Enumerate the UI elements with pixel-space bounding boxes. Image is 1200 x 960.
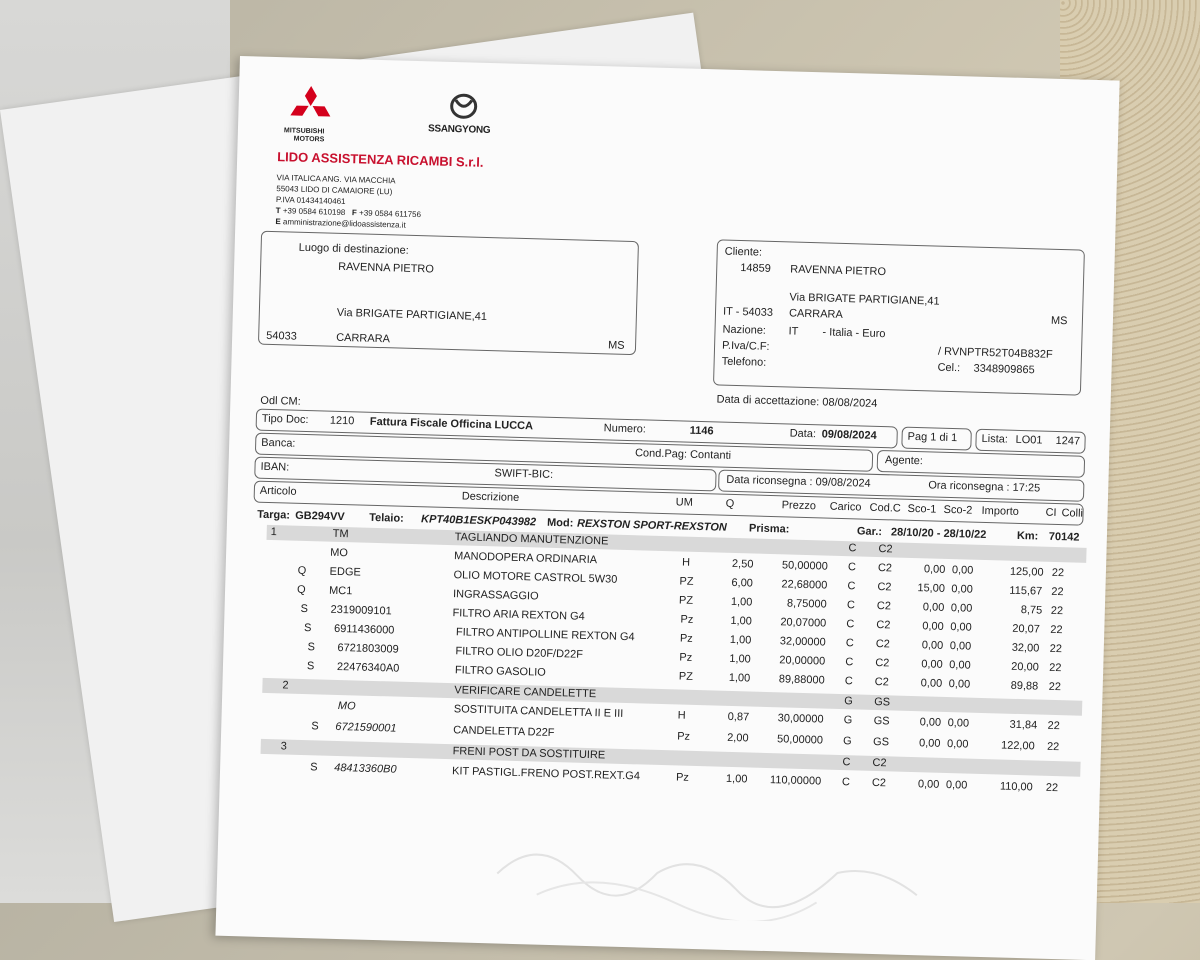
row-codc: C2 xyxy=(877,562,893,575)
row-sco2: 0,00 xyxy=(949,640,972,653)
col-sco1: Sco-1 xyxy=(907,502,937,516)
row-prezzo: 20,00000 xyxy=(779,654,826,668)
row-codc: GS xyxy=(872,735,890,749)
acceptance-date: Data di accettazione: 08/08/2024 xyxy=(716,393,878,410)
targa-value: GB294VV xyxy=(295,509,345,524)
row-carico: G xyxy=(842,735,852,748)
row-sco1: 15,00 xyxy=(917,582,946,595)
row-um: H xyxy=(677,709,686,722)
row-codc: C2 xyxy=(875,637,891,651)
row-type: S xyxy=(306,660,315,673)
swift-label: SWIFT-BIC: xyxy=(494,467,554,481)
row-codc: C2 xyxy=(876,618,891,632)
destination-cap: 54033 xyxy=(266,329,297,343)
row-ci: 22 xyxy=(1047,719,1061,733)
iban-label: IBAN: xyxy=(260,460,290,474)
row-ci: 22 xyxy=(1049,642,1063,656)
row-articolo: 6911436000 xyxy=(333,622,395,637)
row-codc: GS xyxy=(873,714,890,728)
row-sco1: 0,00 xyxy=(918,737,941,750)
phone-label: Telefono: xyxy=(721,355,767,369)
row-sco1: 0,00 xyxy=(921,658,943,671)
company-email: amministrazione@lidoassistenza.it xyxy=(282,217,406,230)
row-sco2: 0,00 xyxy=(949,659,971,672)
row-carico: C xyxy=(845,656,854,669)
client-city: CARRARA xyxy=(788,307,843,321)
section-carico: C xyxy=(842,756,851,769)
row-sco1: 0,00 xyxy=(923,563,946,576)
row-codc: C2 xyxy=(874,675,889,689)
section-num: 2 xyxy=(282,679,289,692)
row-type: S xyxy=(307,641,316,654)
row-importo: 32,00 xyxy=(1011,641,1040,655)
row-importo: 8,75 xyxy=(1020,604,1043,617)
lista-value: LO01 xyxy=(1015,433,1043,447)
row-ci: 22 xyxy=(1045,781,1059,795)
destination-city: CARRARA xyxy=(336,331,391,346)
row-descrizione: FILTRO ANTIPOLLINE REXTON G4 xyxy=(455,626,635,644)
section-code: TM xyxy=(332,527,349,541)
row-prezzo: 50,00000 xyxy=(776,733,824,747)
signature-bleed-icon xyxy=(476,813,999,927)
row-articolo: 2319009101 xyxy=(330,603,392,618)
row-prezzo: 110,00000 xyxy=(769,774,822,788)
col-importo: Importo xyxy=(981,504,1020,518)
row-carico: C xyxy=(846,599,856,612)
row-um: PZ xyxy=(679,575,694,588)
client-cell: 3348909865 xyxy=(973,362,1035,377)
row-q: 2,50 xyxy=(731,557,754,571)
destination-name: RAVENNA PIETRO xyxy=(337,260,435,276)
company-name: LIDO ASSISTENZA RICAMBI S.r.l. xyxy=(276,149,484,170)
banca-label: Banca: xyxy=(261,436,296,450)
col-colli: Colli xyxy=(1061,507,1084,520)
col-prezzo: Prezzo xyxy=(781,499,817,513)
section-carico: G xyxy=(844,695,853,708)
row-ci: 22 xyxy=(1048,680,1062,694)
section-title: TAGLIANDO MANUTENZIONE xyxy=(454,531,609,548)
row-codc: C2 xyxy=(876,599,892,613)
row-q: 1,00 xyxy=(725,772,748,786)
section-title: VERIFICARE CANDELETTE xyxy=(454,684,597,701)
company-piva: P.IVA 01434140461 xyxy=(275,195,346,207)
col-ci: CI xyxy=(1045,506,1057,519)
row-carico: C xyxy=(846,618,855,631)
row-ci: 22 xyxy=(1050,604,1064,618)
row-um: Pz xyxy=(675,771,690,784)
agente-label: Agente: xyxy=(884,454,924,468)
gar-label: Gar.: xyxy=(856,525,883,539)
col-carico: Carico xyxy=(829,500,862,514)
km-value: 70142 xyxy=(1048,530,1080,544)
data-label: Data: xyxy=(789,427,817,441)
row-prezzo: 50,00000 xyxy=(781,559,829,573)
row-descrizione: KIT PASTIGL.FRENO POST.REXT.G4 xyxy=(451,765,641,783)
brand1-label: MITSUBISHI xyxy=(283,127,325,136)
row-descrizione: FILTRO OLIO D20F/D22F xyxy=(455,645,584,661)
row-sco2: 0,00 xyxy=(945,778,968,792)
row-sco1: 0,00 xyxy=(919,716,942,729)
company-fax: +39 0584 611756 xyxy=(358,208,422,220)
telaio-label: Telaio: xyxy=(368,511,404,525)
nation-label: Nazione: xyxy=(722,323,767,337)
row-type: Q xyxy=(296,583,306,597)
row-sco2: 0,00 xyxy=(947,717,970,730)
col-codc: Cod.C xyxy=(869,501,901,515)
row-q: 1,00 xyxy=(730,614,752,628)
section-carico: C xyxy=(848,542,857,555)
odl-label: Odl CM: xyxy=(260,394,301,408)
section-num: 3 xyxy=(280,740,288,753)
row-ci: 22 xyxy=(1051,585,1064,599)
company-tel: +39 0584 610198 xyxy=(282,206,346,217)
row-q: 1,00 xyxy=(729,652,751,666)
data-value: 09/08/2024 xyxy=(821,428,877,442)
section-codc: GS xyxy=(874,695,891,709)
row-articolo: 48413360B0 xyxy=(333,761,397,776)
row-descrizione: OLIO MOTORE CASTROL 5W30 xyxy=(453,569,618,586)
row-sco2: 0,00 xyxy=(950,621,972,634)
row-sco1: 0,00 xyxy=(917,778,940,791)
section-codc: C2 xyxy=(878,543,893,556)
row-q: 2,00 xyxy=(726,731,749,745)
row-codc: C2 xyxy=(877,581,892,594)
client-code: 14859 xyxy=(740,262,772,275)
pag-value: Pag 1 di 1 xyxy=(907,430,958,445)
row-sco2: 0,00 xyxy=(950,602,973,615)
nation-name: - Italia - Euro xyxy=(822,326,886,341)
row-sco2: 0,00 xyxy=(951,583,973,596)
row-importo: 110,00 xyxy=(999,780,1033,794)
destination-label: Luogo di destinazione: xyxy=(298,241,409,257)
nation-code: IT xyxy=(788,325,799,338)
client-prov: MS xyxy=(1050,314,1068,328)
row-um: Pz xyxy=(679,651,693,664)
row-prezzo: 32,00000 xyxy=(779,635,826,649)
row-um: PZ xyxy=(678,670,694,683)
row-articolo: EDGE xyxy=(329,565,361,579)
col-q: Q xyxy=(725,497,735,510)
row-um: Pz xyxy=(679,632,693,645)
row-q: 1,00 xyxy=(729,633,752,647)
row-articolo: 6721590001 xyxy=(335,720,397,735)
email-label: E xyxy=(275,217,281,227)
row-um: H xyxy=(681,556,691,569)
row-descrizione: MANODOPERA ORDINARIA xyxy=(453,550,598,567)
row-q: 1,00 xyxy=(728,671,751,685)
row-descrizione: CANDELETTA D22F xyxy=(453,724,555,740)
row-q: 1,00 xyxy=(730,595,753,609)
row-sco2: 0,00 xyxy=(951,564,974,577)
row-carico: C xyxy=(841,776,851,789)
row-importo: 31,84 xyxy=(1009,718,1038,732)
row-carico: C xyxy=(844,675,853,688)
row-type: S xyxy=(311,720,319,733)
col-articolo: Articolo xyxy=(259,484,297,498)
lista-num: 1247 xyxy=(1055,434,1081,448)
row-um: Pz xyxy=(680,613,694,626)
row-articolo: MO xyxy=(329,546,349,560)
section-num: 1 xyxy=(270,526,278,539)
row-importo: 125,00 xyxy=(1009,565,1044,579)
lista-label: Lista: xyxy=(981,432,1009,446)
client-name: RAVENNA PIETRO xyxy=(790,263,887,279)
destination-prov: MS xyxy=(607,339,625,352)
gar-value: 28/10/20 - 28/10/22 xyxy=(890,526,987,542)
client-cap: IT - 54033 xyxy=(722,305,774,319)
row-articolo: 6721803009 xyxy=(337,641,399,656)
row-ci: 22 xyxy=(1051,566,1065,580)
brand2-label: SSANGYONG xyxy=(427,123,491,137)
row-type: S xyxy=(300,602,309,616)
company-address2: 55043 LIDO DI CAMAIORE (LU) xyxy=(276,184,393,197)
row-type: S xyxy=(303,622,312,635)
row-sco1: 0,00 xyxy=(920,677,943,690)
client-street: Via BRIGATE PARTIGIANE,41 xyxy=(789,291,940,308)
ora-riconsegna: Ora riconsegna : 17:25 xyxy=(928,479,1041,495)
prisma-label: Prisma: xyxy=(748,522,790,536)
row-carico: C xyxy=(847,580,856,593)
row-carico: G xyxy=(843,714,853,727)
mod-label: Mod: xyxy=(546,516,574,530)
invoice-page xyxy=(215,56,1119,960)
row-carico: C xyxy=(845,637,854,650)
row-um: PZ xyxy=(678,594,694,607)
tipo-desc: Fattura Fiscale Officina LUCCA xyxy=(369,415,534,433)
tipo-label: Tipo Doc: xyxy=(261,412,309,427)
mod-value: REXSTON SPORT-REXSTON xyxy=(576,517,727,534)
row-prezzo: 8,75000 xyxy=(786,597,827,611)
section-title: FRENI POST DA SOSTITUIRE xyxy=(452,745,606,762)
brand1-sub-label: MOTORS xyxy=(293,135,325,144)
fax-label: F xyxy=(351,208,357,218)
row-articolo: MO xyxy=(337,699,356,713)
ssangyong-logo-icon xyxy=(438,92,489,123)
row-descrizione: INGRASSAGGIO xyxy=(452,588,539,603)
cell-label: Cel.: xyxy=(937,361,961,375)
row-ci: 22 xyxy=(1046,740,1060,754)
row-importo: 89,88 xyxy=(1010,679,1039,693)
row-descrizione: SOSTITUITA CANDELETTA II E III xyxy=(453,703,624,720)
row-prezzo: 20,07000 xyxy=(780,616,827,630)
row-descrizione: FILTRO GASOLIO xyxy=(454,664,546,679)
data-riconsegna: Data riconsegna : 09/08/2024 xyxy=(726,473,871,490)
row-importo: 20,00 xyxy=(1011,660,1039,674)
row-articolo: MC1 xyxy=(328,584,353,598)
col-descrizione: Descrizione xyxy=(461,490,520,504)
row-codc: C2 xyxy=(871,776,887,790)
company-address1: VIA ITALICA ANG. VIA MACCHIA xyxy=(276,173,396,186)
row-sco1: 0,00 xyxy=(922,620,944,633)
row-articolo: 22476340A0 xyxy=(336,660,400,675)
row-q: 0,87 xyxy=(727,710,750,724)
client-label: Cliente: xyxy=(724,245,763,259)
row-ci: 22 xyxy=(1050,623,1063,637)
numero-value: 1146 xyxy=(689,424,714,438)
row-descrizione: FILTRO ARIA REXTON G4 xyxy=(452,607,585,623)
row-carico: C xyxy=(847,561,857,574)
row-sco2: 0,00 xyxy=(946,738,969,751)
tel-label: T xyxy=(275,206,281,216)
row-sco2: 0,00 xyxy=(948,678,971,691)
row-ci: 22 xyxy=(1049,661,1062,675)
row-importo: 122,00 xyxy=(1000,739,1035,753)
section-codc: C2 xyxy=(872,756,887,770)
km-label: Km: xyxy=(1016,529,1039,543)
client-piva-label: P.Iva/C.F: xyxy=(721,339,770,353)
tipo-code: 1210 xyxy=(329,414,355,428)
row-importo: 115,67 xyxy=(1009,584,1043,598)
row-prezzo: 22,68000 xyxy=(781,578,828,592)
client-piva: / RVNPTR52T04B832F xyxy=(937,345,1053,361)
col-um: UM xyxy=(675,496,693,509)
cond-pag: Cond.Pag: Contanti xyxy=(634,447,732,462)
row-type: Q xyxy=(297,564,307,578)
numero-label: Numero: xyxy=(603,422,647,436)
row-prezzo: 89,88000 xyxy=(778,673,825,687)
col-sco2: Sco-2 xyxy=(943,503,973,517)
row-codc: C2 xyxy=(875,656,890,670)
targa-label: Targa: xyxy=(257,508,291,522)
row-type: S xyxy=(310,761,318,774)
mitsubishi-logo-icon xyxy=(286,85,335,126)
row-um: Pz xyxy=(677,730,691,743)
row-q: 6,00 xyxy=(731,576,754,590)
destination-street: Via BRIGATE PARTIGIANE,41 xyxy=(336,306,488,323)
row-sco1: 0,00 xyxy=(921,639,944,652)
row-prezzo: 30,00000 xyxy=(777,712,824,726)
row-sco1: 0,00 xyxy=(922,601,945,614)
row-importo: 20,07 xyxy=(1012,622,1040,636)
telaio-value: KPT40B1ESKP043982 xyxy=(420,513,537,529)
